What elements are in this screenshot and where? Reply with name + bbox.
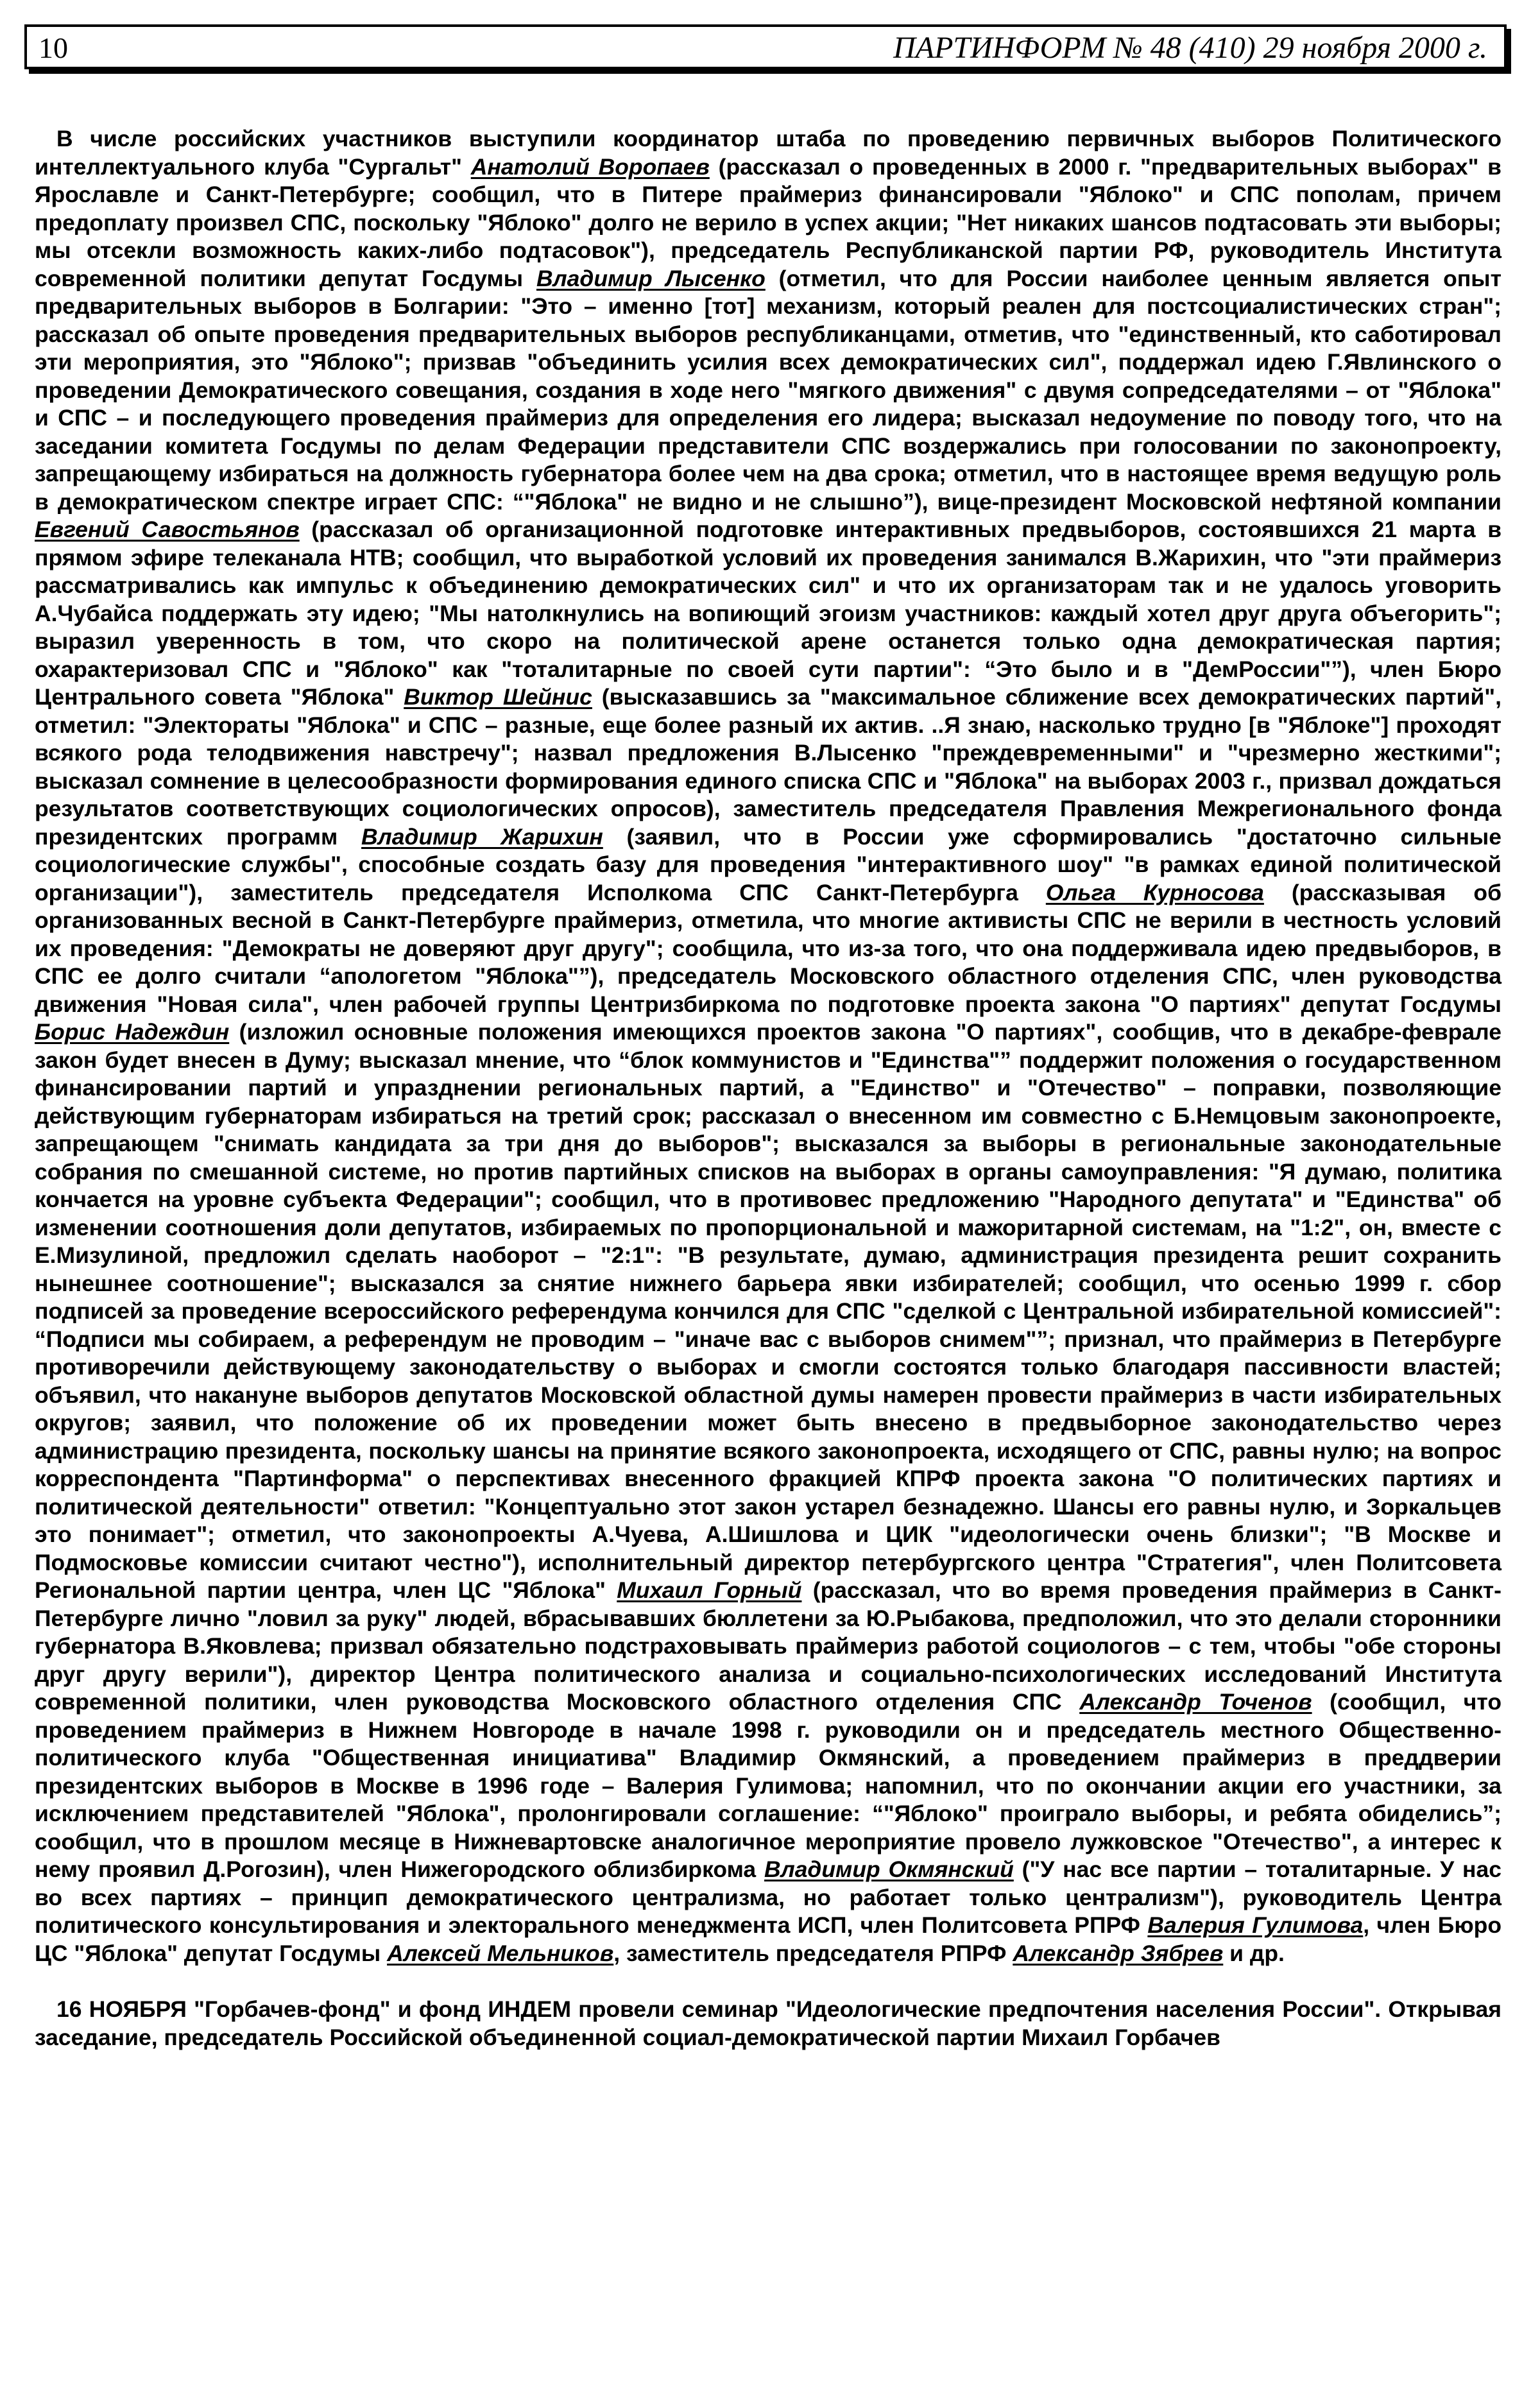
person-name: Михаил Горный [617, 1577, 802, 1603]
running-title: ПАРТИНФОРМ № 48 (410) 29 ноября 2000 г. [893, 31, 1487, 65]
text-run: , заместитель председателя РПРФ [613, 1940, 1013, 1966]
person-name: Александр Точенов [1079, 1689, 1312, 1715]
page-number: 10 [38, 31, 68, 64]
text-run: (рассказал о проведенных в 2000 г. "предварительных выборах" в Ярославле и Санкт-Петербурге; сообщил, что в Питере праймериз финансировали "Яблоко" и СПС пополам, причем предоплату произвел СПС, поскольку "Яблоко" долго не верило в успех акции; "Нет никаких шансов подтасовать эти выборы; мы отсекли возможность каких-либо подтасовок"), председатель Республиканской партии РФ, руководитель Института современной политики депутат Госдумы [35, 153, 1502, 291]
person-name: Валерия Гулимова [1147, 1912, 1364, 1938]
person-name: Ольга Курносова [1045, 879, 1264, 905]
text-run: (заявил, что в России уже сформировались "достаточно сильные социологические службы", способные создать базу для проведения "интерактивного шоу" "в рамках единой политической организации"), заместитель председателя Исполкома СПС Санкт-Петербурга [35, 823, 1502, 905]
text-run: 16 НОЯБРЯ "Горбачев-фонд" и фонд ИНДЕМ провели семинар "Идеологические предпочтения населения России". Открывая заседание, председатель Российской объединенной социал-демократической партии Михаил Горбачев [35, 1996, 1502, 2050]
person-name: Владимир Лысенко [536, 265, 766, 291]
person-name: Александр Зябрев [1013, 1940, 1224, 1966]
text-run: (рассказал, что во время проведения праймериз в Санкт-Петербурге лично "ловил за руку" людей, вбрасывавших бюллетени за Ю.Рыбакова, предположил, что это делали сторонники губернатора В.Яковлева; призвал обязательно подстраховывать праймериз работой социологов – с тем, чтобы "обе стороны друг другу верили"), директор Центра политического анализа и социально-психологических исследований Института современной политики, член руководства Московского областного отделения СПС [35, 1577, 1502, 1715]
text-run: и др. [1223, 1940, 1285, 1966]
person-name: Борис Надеждин [35, 1019, 230, 1045]
text-run: (рассказывая об организованных весной в Санкт-Петербурге праймериз, отметила, что многие активисты СПС не верили в честность условий их проведения: "Демократы не доверяют друг другу"; сообщила, что из-за того, что она поддерживала идею предвыборов, в СПС ее долго считали “апологетом "Яблока"”), председатель Московского областного отделения СПС, член руководства движения "Новая сила", член рабочей группы Центризбиркома по подготовке проекта закона "О партиях" депутат Госдумы [35, 879, 1502, 1017]
person-name: Владимир Жарихин [361, 823, 603, 850]
text-run: ("У нас все партии – тоталитарные. У нас во всех партиях – принцип демократического централизма, но работает только централизм"), руководитель Центра политического консультирования и электорального менеджмента ИСП, член Политсовета РПРФ [35, 1856, 1502, 1938]
person-name: Виктор Шейнис [404, 684, 592, 710]
text-run: (рассказал об организационной подготовке интерактивных предвыборов, состоявшихся 21 марта в прямом эфире телеканала НТВ; сообщил, что выработкой условий их проведения занимался В.Жарихин, что "эти праймериз рассматривались как импульс к объединению демократических сил" и что их организаторам так и не удалось уговорить А.Чубайса поддержать эту идею; "Мы натолкнулись на вопиющий эгоизм участников: каждый хотел друг друга объегорить"; выразил уверенность в том, что скоро на политической арене останется только одна демократическая партия; охарактеризовал СПС и "Яблоко" как "тоталитарные по своей сути партии": “Это было и в "ДемРоссии"”), член Бюро Центрального совета "Яблока" [35, 517, 1502, 710]
paragraph-seminar [35, 1996, 1502, 2052]
person-name: Анатолий Воропаев [470, 153, 710, 180]
page-header [24, 24, 1507, 69]
text-run: (высказавшись за "максимальное сближение всех демократических партий", отметил: "Электораты "Яблока" и СПС – разные, еще более разный их актив. ..Я знаю, насколько трудно [в "Яблоке"] проходят всякого рода телодвижения навстречу"; назвал предложения В.Лысенко "преждевременными" и "чрезмерно жесткими"; высказал сомнение в целесообразности формирования единого списка СПС и "Яблока" на выборах 2003 г., призвал дождаться результатов соответствующих социологических опросов), заместитель председателя Правления Межрегионального фонда президентских программ [35, 684, 1502, 850]
text-run: В числе российских участников выступили координатор штаба по проведению первичных выборов Политического интеллектуального клуба "Сургальт" [35, 126, 1502, 180]
text-run: (сообщил, что проведением праймериз в Нижнем Новгороде в начале 1998 г. руководили он и председатель местного Общественно-политического клуба "Общественная инициатива" Владимир Окмянский, а проведением праймериз в преддверии президентских выборов в Москве в 1996 годе – Валерия Гулимова; напомнил, что по окончании акции его участники, за исключением представителей "Яблока", пролонгировали соглашение: “"Яблоко" проиграло выборы, и ребята обиделись”; сообщил, что в прошлом месяце в Нижневартовске аналогичное мероприятие провело лужковское "Отечество", а интерес к нему проявил Д.Рогозин), член Нижегородского облизбиркома [35, 1689, 1502, 1882]
paragraph-participants [35, 125, 1502, 1967]
article-body [35, 125, 1502, 2052]
text-run: (изложил основные положения имеющихся проектов закона "О партиях", сообщив, что в декабре-феврале закон будет внесен в Думу; высказал мнение, что “блок коммунистов и "Единства"” поддержит положения о государственном финансировании партий и упразднении региональных партий, а "Единство" и "Отечество" – поправки, позволяющие действующим губернаторам избираться на третий срок; рассказал о внесенном им совместно с Б.Немцовым законопроекте, запрещающем "снимать кандидата за три дня до выборов"; высказался за выборы в региональные законодательные собрания по смешанной системе, но против партийных списков на выборах в органы самоуправления: "Я думаю, политика кончается на уровне субъекта Федерации"; сообщил, что в противовес предложению "Народного депутата" и "Единства" об изменении соотношения доли депутатов, избираемых по пропорциональной и мажоритарной системам, на "1:2", он, вместе с Е.Мизулиной, предложил сделать наоборот – "2:1": "В результате, думаю, администрация президента решит сохранить нынешнее соотношение"; высказался за снятие нижнего барьера явки избирателей; сообщил, что осенью 1999 г. сбор подписей за проведение всероссийского референдума кончился для СПС "сделкой с Центральной избирательной комиссией": “Подписи мы собираем, а референдум не проводим – "иначе вас с выборов снимем"”; признал, что праймериз в Петербурге противоречили действующему законодательству о выборах и смогли состоятся только благодаря пассивности властей; объявил, что накануне выборов депутатов Московской областной думы намерен провести праймериз в части избирательных округов; заявил, что положение об их проведении может быть внесено в предвыборное законодательство через администрацию президента, поскольку шансы на принятие всякого законопроекта, исходящего от СПС, равны нулю; на вопрос корреспондента "Партинформа" о перспективах внесенного фракцией КПРФ проекта закона "О политических партиях и политической деятельности" ответил: "Концептуально этот закон устарел безнадежно. Шансы его равны нулю, и Зоркальцев это понимает"; отметил, что законопроекты А.Чуева, А.Шишлова и ЦИК "идеологически очень близки"; "В Москве и Подмосковье комиссии считают честно"), исполнительный директор петербургского центра "Стратегия", член Политсовета Региональной партии центра, член ЦС "Яблока" [35, 1019, 1502, 1603]
person-name: Алексей Мельников [387, 1940, 614, 1966]
person-name: Евгений Савостьянов [35, 517, 300, 542]
person-name: Владимир Окмянский [764, 1856, 1014, 1882]
text-run: , член Бюро ЦС "Яблока" депутат Госдумы [35, 1912, 1502, 1966]
text-run: (отметил, что для России наиболее ценным является опыт предварительных выборов в Болгарии: "Это – именно [тот] механизм, который реален для постсоциалистических стран"; рассказал об опыте проведения предварительных выборов республиканцами, отметив, что "единственный, кто саботировал эти мероприятия, это "Яблоко"; призвав "объединить усилия всех демократических сил", поддержал идею Г.Явлинского о проведении Демократического совещания, создания в ходе него "мягкого движения" с двумя сопредседателями – от "Яблока" и СПС – и последующего проведения праймериз для определения его лидера; высказал недоумение по поводу того, что на заседании комитета Госдумы по делам Федерации представители СПС воздержались при голосовании по законопроекту, запрещающему избираться на должность губернатора более чем на два срока; отметил, что в настоящее время ведущую роль в демократическом спектре играет СПС: “"Яблока" не видно и не слышно”), вице-президент Московской нефтяной компании [35, 265, 1502, 515]
